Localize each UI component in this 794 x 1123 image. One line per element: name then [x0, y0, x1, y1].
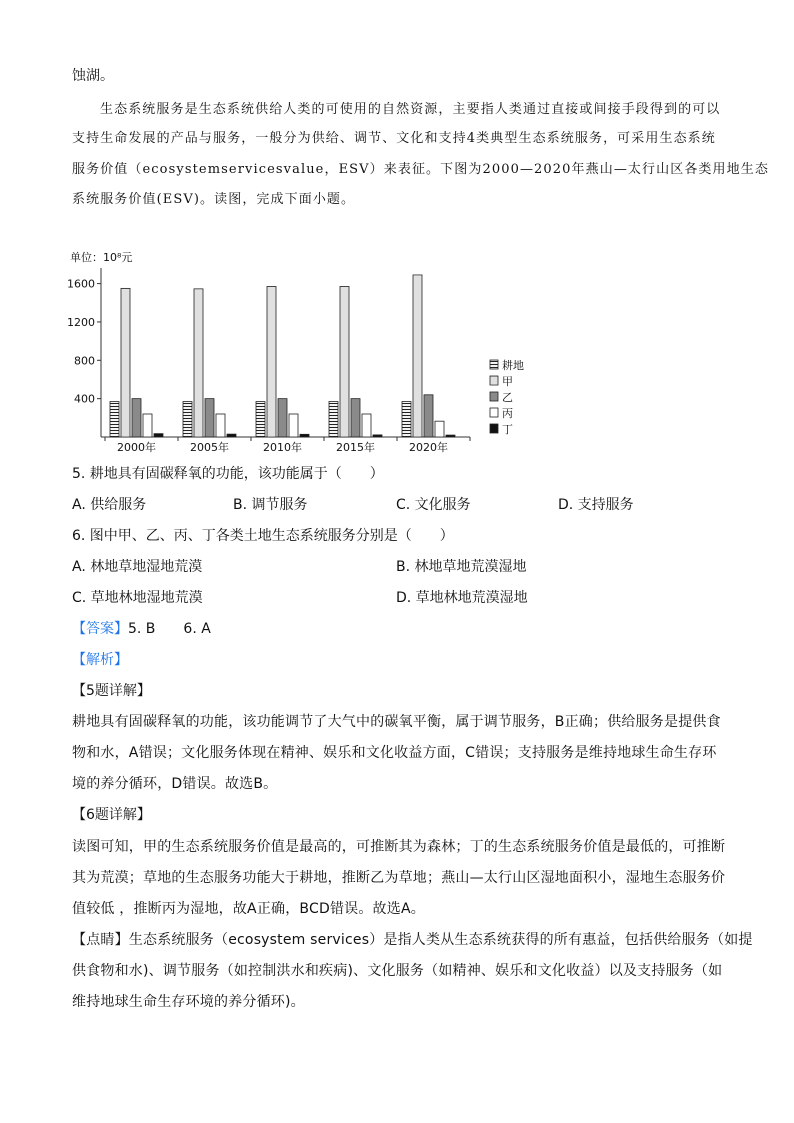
q5-detail-line-3: 境的养分循环，D错误。故选B。 [72, 776, 278, 792]
tip-line-1 [72, 929, 753, 949]
bar-丁-1 [227, 434, 236, 437]
bar-甲-4 [413, 275, 422, 437]
legend-label-乙: 乙 [502, 391, 513, 404]
tip-line-3: 维持地球生命生存环境的养分循环)。 [72, 994, 305, 1010]
tip-line-2: 供食物和水)、调节服务（如控制洪水和疾病)、文化服务（如精神、娱乐和文化收益）以及支持服务（如 [72, 963, 723, 979]
bar-乙-1 [205, 399, 214, 437]
bar-乙-3 [351, 399, 360, 437]
bar-乙-2 [278, 399, 287, 437]
bar-耕地-0 [110, 402, 119, 437]
x-tick-label-4: 2020年 [409, 441, 448, 454]
legend-swatch-甲 [490, 376, 498, 385]
bar-耕地-2 [256, 402, 265, 437]
intro-line-3: 服务价值（ecosystemservicesvalue，ESV）来表征。下图为2000—2020年燕山—太行山区各类用地生态 [72, 162, 769, 177]
bar-甲-2 [267, 286, 276, 437]
x-tick-label-2: 2010年 [263, 441, 302, 454]
legend-label-耕地: 耕地 [502, 359, 524, 372]
intro-line-2: 支持生命发展的产品与服务，一般分为供给、调节、文化和支持4类典型生态系统服务，可采用生态系统 [72, 131, 716, 146]
bar-丙-1 [216, 414, 225, 437]
q6-option-d[interactable]: D. 草地林地荒漠湿地 [396, 590, 528, 606]
y-tick-label-800: 800 [74, 354, 95, 368]
intro-line-1: 生态系统服务是生态系统供给人类的可使用的自然资源，主要指人类通过直接或间接手段得到的可以 [100, 102, 721, 117]
q6-detail-line-1: 读图可知，甲的生态系统服务价值是最高的，可推断其为森林；丁的生态系统服务价值是最低的，可推断 [72, 839, 726, 855]
q6-option-c[interactable]: C. 草地林地湿地荒漠 [72, 590, 203, 606]
y-tick-label-1200: 1200 [67, 315, 95, 329]
bar-丙-0 [143, 414, 152, 437]
analysis-tag: 【解析】 [72, 652, 128, 668]
legend-swatch-丁 [490, 424, 498, 433]
bar-丙-3 [362, 414, 371, 437]
answer-line [72, 618, 211, 638]
q5-option-d[interactable]: D. 支持服务 [558, 497, 634, 513]
q5-detail-line-1: 耕地具有固碳释氧的功能，该功能调节了大气中的碳氧平衡，属于调节服务，B正确；供给服务是提供食 [72, 714, 721, 730]
q6-option-a[interactable]: A. 林地草地湿地荒漠 [72, 559, 203, 575]
legend-swatch-耕地 [490, 360, 498, 369]
x-tick-label-3: 2015年 [336, 441, 375, 454]
bar-丁-2 [300, 434, 309, 437]
q5-option-b[interactable]: B. 调节服务 [233, 497, 308, 513]
x-tick-label-1: 2005年 [190, 441, 229, 454]
y-tick-label-1600: 1600 [67, 277, 95, 291]
bar-甲-0 [121, 288, 130, 437]
bar-丙-2 [289, 414, 298, 437]
legend-swatch-乙 [490, 392, 498, 401]
x-tick-label-0: 2000年 [117, 441, 156, 454]
intro-line-0: 蚀湖。 [72, 68, 114, 84]
bar-乙-0 [132, 399, 141, 437]
q6-detail-line-3: 值较低 ，推断丙为湿地，故A正确，BCD错误。故选A。 [72, 901, 425, 917]
q5-stem: 5. 耕地具有固碳释氧的功能，该功能属于（ ） [72, 466, 384, 482]
legend-swatch-丙 [490, 408, 498, 417]
legend-label-丙: 丙 [502, 407, 513, 420]
q5-detail-tag: 【5题详解】 [72, 683, 151, 699]
chart-unit-label: 单位：10⁸元 [70, 251, 133, 264]
bar-耕地-1 [183, 402, 192, 437]
bar-丙-4 [435, 421, 444, 437]
legend-label-甲: 甲 [502, 375, 513, 388]
q6-detail-line-2: 其为荒漠；草地的生态服务功能大于耕地，推断乙为草地；燕山—太行山区湿地面积小，湿地生态服务价 [72, 870, 726, 886]
q5-option-a[interactable]: A. 供给服务 [72, 497, 147, 513]
y-tick-label-400: 400 [74, 392, 95, 406]
q5-detail-line-2: 物和水，A错误；文化服务体现在精神、娱乐和文化收益方面，C错误；支持服务是维持地球生命生存环 [72, 745, 717, 761]
q6-stem: 6. 图中甲、乙、丙、丁各类土地生态系统服务分别是（ ） [72, 528, 454, 544]
answer-value: 5. B 6. A [128, 621, 211, 637]
bar-甲-3 [340, 286, 349, 437]
bar-丁-4 [446, 435, 455, 437]
bar-耕地-4 [402, 402, 411, 437]
answer-tag: 【答案】 [72, 621, 128, 637]
bar-耕地-3 [329, 402, 338, 437]
bar-丁-3 [373, 435, 382, 437]
esv-bar-chart [60, 240, 560, 460]
intro-line-4: 系统服务价值(ESV)。读图，完成下面小题。 [72, 192, 356, 207]
tip-text-1: 生态系统服务（ecosystem services）是指人类从生态系统获得的所有惠益，包括供给服务（如提 [128, 932, 753, 948]
bar-甲-1 [194, 289, 203, 437]
q6-option-b[interactable]: B. 林地草地荒漠湿地 [396, 559, 527, 575]
bar-乙-4 [424, 395, 433, 437]
bar-丁-0 [154, 434, 163, 437]
legend-label-丁: 丁 [502, 423, 513, 436]
tip-tag: 【点睛】 [72, 932, 129, 948]
q6-detail-tag: 【6题详解】 [72, 807, 151, 823]
q5-option-c[interactable]: C. 文化服务 [396, 497, 471, 513]
